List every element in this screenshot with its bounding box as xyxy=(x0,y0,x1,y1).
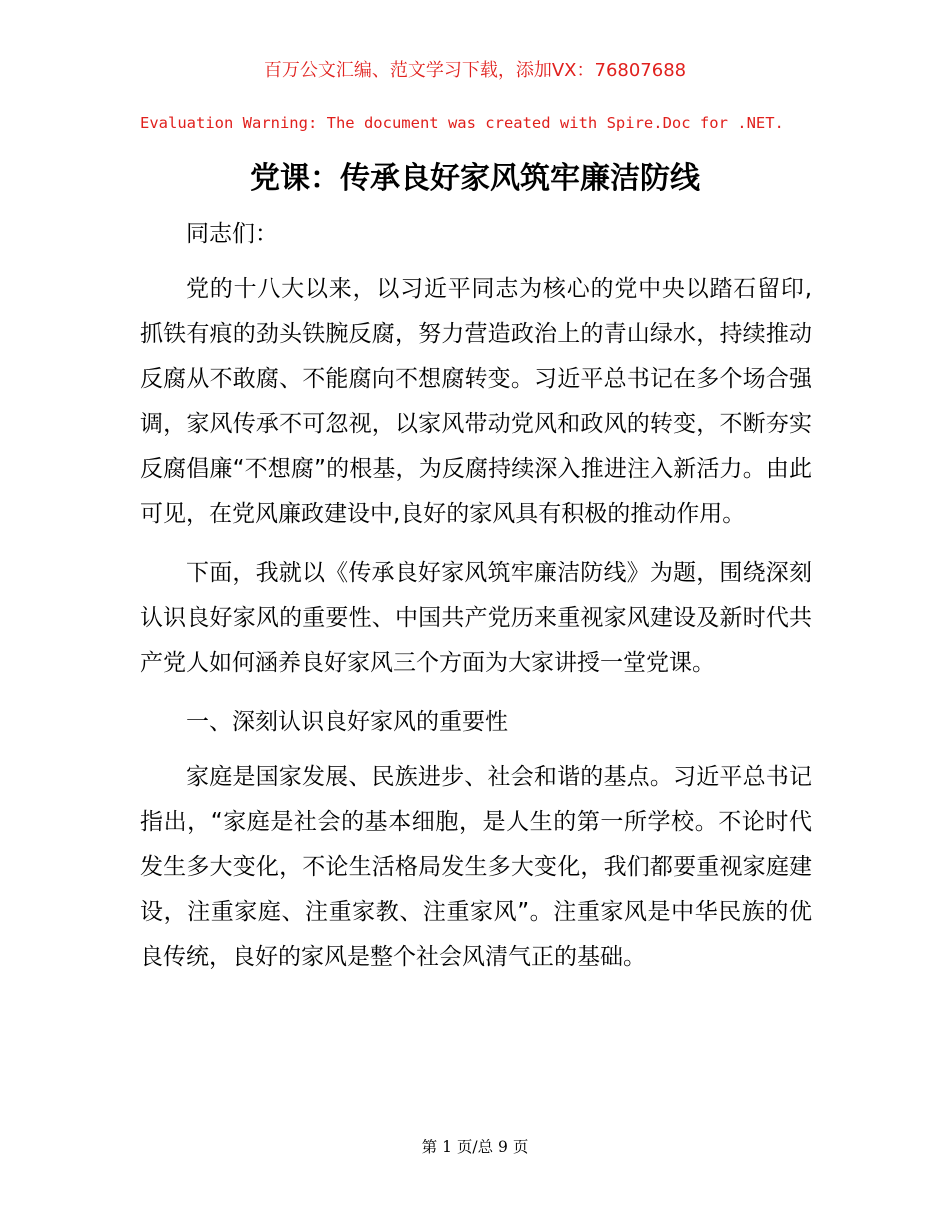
paragraph: 家庭是国家发展、民族进步、社会和谐的基点。习近平总书记指出，“家庭是社会的基本细胞，是人生的第一所学校。不论时代发生多大变化，不论生活格局发生多大变化，我们都要重视家庭建设，注重家庭、注重家教、注重家风”。注重家风是中华民族的优良传统，良好的家风是整个社会风清气正的基础。 xyxy=(140,764,812,970)
paragraph: 党的十八大以来，以习近平同志为核心的党中央以踏石留印,抓铁有痕的劲头铁腕反腐，努力营造政治上的青山绿水，持续推动反腐从不敢腐、不能腐向不想腐转变。习近平总书记在多个场合强调，家风传承不可忽视，以家风带动党风和政风的转变，不断夯实反腐倡廉“不想腐”的根基，为反腐持续深入推进注入新活力。由此可见，在党风廉政建设中,良好的家风具有积极的推动作用。 xyxy=(140,276,812,527)
paragraph-salutation: 同志们： xyxy=(186,221,278,247)
paragraph: 下面，我就以《传承良好家风筑牢廉洁防线》为题，围绕深刻认识良好家风的重要性、中国共产党历来重视家风建设及新时代共产党人如何涵养良好家风三个方面为大家讲授一堂党课。 xyxy=(140,560,812,676)
document-body xyxy=(140,212,812,994)
document-title: 党课：传承良好家风筑牢廉洁防线 xyxy=(250,161,700,196)
section-heading: 一、深刻认识良好家风的重要性 xyxy=(186,709,508,735)
header-banner: 百万公文汇编、范文学习下载，添加VX：76807688 xyxy=(263,60,687,81)
page-indicator: 第 1 页/总 9 页 xyxy=(421,1138,529,1156)
evaluation-warning: Evaluation Warning: The document was created with Spire.Doc for .NET. xyxy=(140,114,784,132)
